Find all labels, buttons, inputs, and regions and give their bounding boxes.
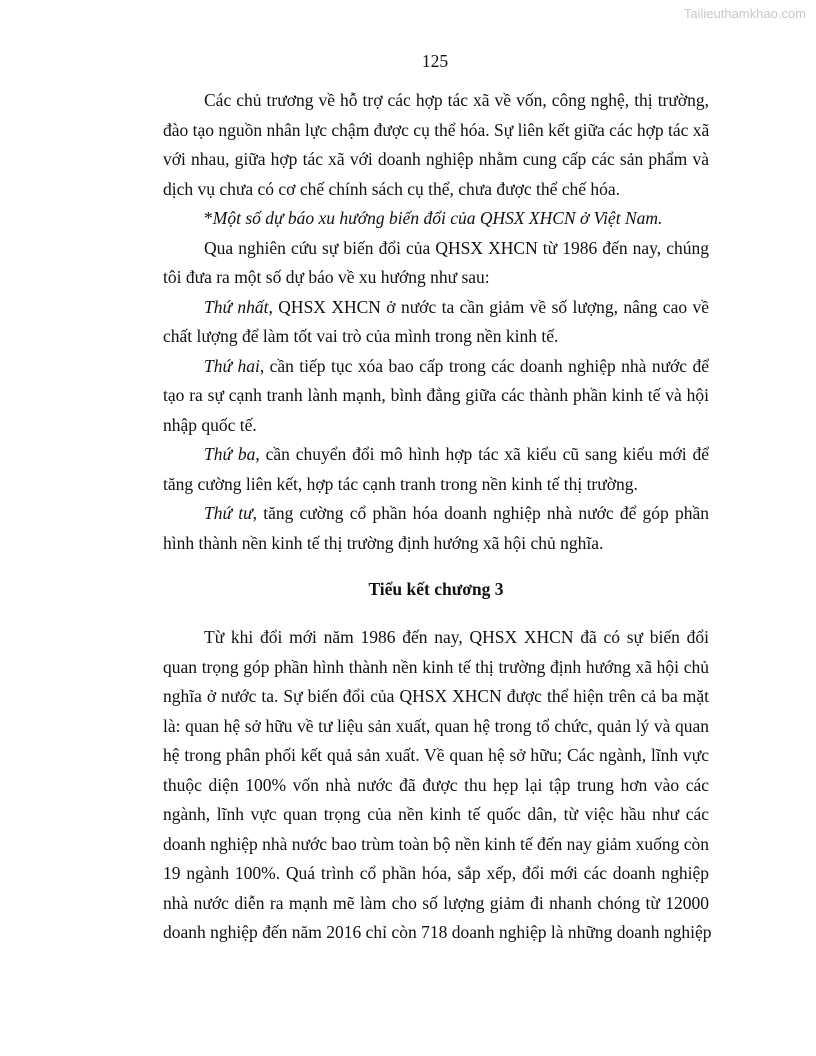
line-text: tạo ra sự cạnh tranh lành mạnh, bình đẳng giữa các thành phần kinh tế và hội xyxy=(163,385,709,405)
text-line xyxy=(163,411,709,441)
text-line xyxy=(163,470,709,500)
line-text: tôi đưa ra một số dự báo về xu hướng như sau: xyxy=(163,267,490,287)
line-text: 19 ngành 100%. Quá trình cổ phần hóa, sắp xếp, đổi mới các doanh nghiệp xyxy=(163,863,709,883)
paragraph xyxy=(163,234,709,293)
section-heading: Tiểu kết chương 3 xyxy=(368,579,504,599)
paragraph xyxy=(163,352,709,441)
text-line xyxy=(163,175,709,205)
line-text: hình thành nền kinh tế thị trường định hướng xã hội chủ nghĩa. xyxy=(163,532,604,553)
text-line xyxy=(163,712,709,742)
text-line xyxy=(163,830,709,860)
text-line xyxy=(163,653,709,683)
line-text: hệ trong phân phối kết quả sản xuất. Về quan hệ sở hữu; Các ngành, lĩnh vực xyxy=(163,745,709,765)
line-text: thuộc diện 100% vốn nhà nước đã được thu hẹp lại tập trung hơn vào các xyxy=(163,774,709,795)
line-text: , tăng cường cổ phần hóa doanh nghiệp nhà nước để góp phần xyxy=(252,503,709,523)
line-text: nghĩa ở nước ta. Sự biến đổi của QHSX XHCN được thể hiện trên cả ba mặt xyxy=(163,686,709,706)
text-line xyxy=(163,204,709,234)
text-line xyxy=(163,440,709,470)
body-section-1 xyxy=(163,86,709,558)
line-text: đào tạo nguồn nhân lực chậm được cụ thể hóa. Sự liên kết giữa các hợp tác xã xyxy=(163,119,710,140)
text-line xyxy=(163,352,709,382)
line-text: ngành, lĩnh vực quan trọng của nền kinh tế quốc dân, từ việc hầu như các xyxy=(163,804,709,824)
text-line xyxy=(163,322,709,352)
text-line xyxy=(163,889,709,919)
text-line xyxy=(163,771,709,801)
body-section-2 xyxy=(163,623,712,948)
text-line xyxy=(163,741,709,771)
line-text: , cần chuyển đổi mô hình hợp tác xã kiểu cũ sang kiểu mới để xyxy=(255,444,709,464)
text-line xyxy=(163,293,709,323)
line-text: là: quan hệ sở hữu về tư liệu sản xuất, quan hệ trong tổ chức, quản lý và quan xyxy=(163,715,709,736)
line-text: Từ khi đổi mới năm 1986 đến nay, QHSX XHCN đã có sự biến đổi xyxy=(204,627,709,647)
paragraph xyxy=(163,623,712,948)
paragraph xyxy=(163,499,709,558)
paragraph xyxy=(163,293,709,352)
line-text: Qua nghiên cứu sự biến đổi của QHSX XHCN từ 1986 đến nay, chúng xyxy=(204,237,709,258)
line-text: , QHSX XHCN ở nước ta cần giảm về số lượng, nâng cao về xyxy=(268,296,709,317)
line-text: doanh nghiệp nhà nước bao trùm toàn bộ nền kinh tế đến nay giảm xuống còn xyxy=(163,833,710,854)
text-line xyxy=(163,499,709,529)
text-line xyxy=(163,918,712,948)
line-text: nhập quốc tế. xyxy=(163,414,257,435)
text-line xyxy=(163,859,709,889)
italic-lead: Thứ hai xyxy=(204,355,260,376)
paragraph xyxy=(163,440,709,499)
line-text: với nhau, giữa hợp tác xã với doanh nghiệp nhằm cung cấp các sản phẩm và xyxy=(163,149,709,169)
line-text: Các chủ trương về hỗ trợ các hợp tác xã về vốn, công nghệ, thị trường, xyxy=(204,90,709,110)
italic-lead: Thứ ba xyxy=(204,444,256,464)
line-text: nhà nước diễn ra mạnh mẽ làm cho số lượng giảm đi nhanh chóng từ 12000 xyxy=(163,892,709,913)
text-line xyxy=(163,86,709,116)
text-line xyxy=(163,145,709,175)
line-text: doanh nghiệp đến năm 2016 chỉ còn 718 doanh nghiệp là những doanh nghiệp xyxy=(163,922,712,942)
line-text: tăng cường liên kết, hợp tác cạnh tranh trong nền kinh tế thị trường. xyxy=(163,473,638,494)
line-text: dịch vụ chưa có cơ chế chính sách cụ thể, chưa được thể chế hóa. xyxy=(163,178,621,199)
text-line xyxy=(163,529,709,559)
paragraph xyxy=(163,86,709,204)
text-line xyxy=(163,116,709,146)
line-text: , cần tiếp tục xóa bao cấp trong các doanh nghiệp nhà nước để xyxy=(259,355,710,376)
text-line xyxy=(163,682,709,712)
italic-lead: Thứ nhất xyxy=(204,296,269,317)
line-text: chất lượng để làm tốt vai trò của mình trong nền kinh tế. xyxy=(163,326,559,346)
italic-lead: Thứ tư xyxy=(204,503,253,523)
prefix: * xyxy=(204,208,213,228)
text-line xyxy=(163,381,709,411)
text-line xyxy=(163,623,709,653)
line-text: quan trọng góp phần hình thành nền kinh tế thị trường định hướng xã hội chủ xyxy=(163,656,709,677)
text-line xyxy=(163,263,709,293)
text-line xyxy=(163,800,709,830)
italic-lead: Một số dự báo xu hướng biến đổi của QHSX XHCN ở Việt Nam. xyxy=(212,208,663,228)
watermark: Tailieuthamkhao.com xyxy=(683,6,806,21)
page-number: 125 xyxy=(421,51,449,71)
text-line xyxy=(163,234,709,264)
paragraph xyxy=(163,204,709,234)
